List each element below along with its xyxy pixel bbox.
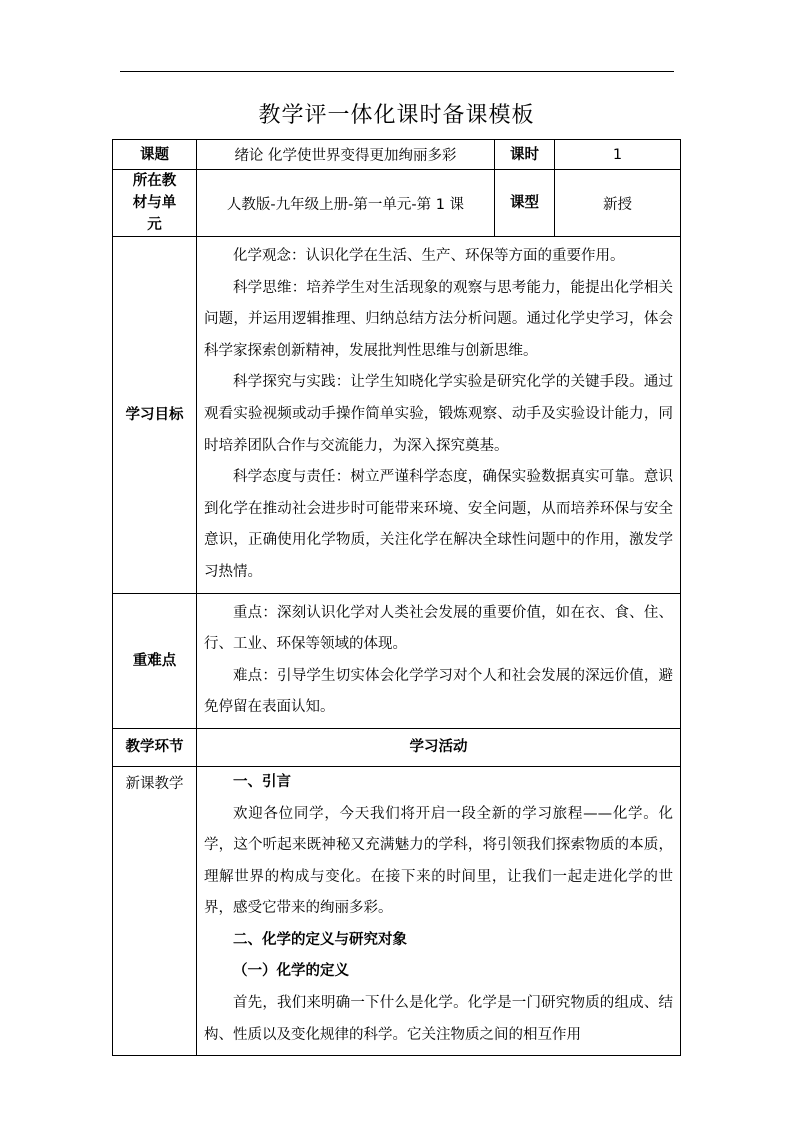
objectives-label: 学习目标 (113, 237, 197, 594)
objectives-row (113, 237, 681, 594)
objectives-content (197, 237, 681, 594)
objective-paragraph: 科学探究与实践：让学生知晓化学实验是研究化学的关键手段。通过观看实验视频或动手操作简单实验，锻炼观察、动手及实验设计能力，同时培养团队合作与交流能力，为深入探究奠基。 (204, 374, 673, 454)
objective-paragraph: 科学态度与责任：树立严谨科学态度，确保实验数据真实可靠。意识到化学在推动社会进步时可能带来环境、安全问题，从而培养环保与安全意识，正确使用化学物质，关注化学在解决全球性问题中的作用，激发学习热情。 (204, 469, 673, 580)
section-paragraph: 欢迎各位同学，今天我们将开启一段全新的学习旅程——化学。化学，这个听起来既神秘又充满魅力的学科，将引领我们探索物质的本质，理解世界的构成与变化。在接下来的时间里，让我们一起走进化学的世界，感受它带来的绚丽多彩。 (204, 805, 673, 917)
period-label: 课时 (495, 140, 555, 170)
topic-label: 课题 (113, 140, 197, 170)
stage-column-header: 教学环节 (113, 728, 197, 766)
key-points-row (113, 593, 681, 728)
type-label: 课型 (495, 170, 555, 237)
textbook-label: 所在教材与单元 (113, 170, 197, 237)
activities-header-row (113, 728, 681, 766)
activity-column-header: 学习活动 (197, 728, 681, 766)
lesson-row (113, 766, 681, 1055)
key-points-label: 重难点 (113, 593, 197, 728)
document-title: 教学评一体化课时备课模板 (258, 103, 535, 128)
objective-paragraph: 科学思维：培养学生对生活现象的观察与思考能力，能提出化学相关问题，并运用逻辑推理、归纳总结方法分析问题。通过化学史学习，体会科学家探索创新精神，发展批判性思维与创新思维。 (204, 279, 673, 359)
type-value: 新授 (555, 170, 681, 237)
objective-paragraph: 化学观念：认识化学在生活、生产、环保等方面的重要作用。 (233, 248, 625, 264)
key-points-content (197, 593, 681, 728)
section-heading: 一、引言 (233, 773, 291, 790)
section-paragraph: 首先，我们来明确一下什么是化学。化学是一门研究物质的组成、结构、性质以及变化规律的科学。它关注物质之间的相互作用 (204, 995, 673, 1043)
topic-row (113, 140, 681, 170)
header-rule (120, 71, 674, 72)
lesson-plan-table (112, 139, 681, 1056)
section-heading: 二、化学的定义与研究对象 (233, 931, 407, 948)
textbook-value: 人教版-九年级上册-第一单元-第 1 课 (197, 170, 495, 237)
period-value: 1 (555, 140, 681, 170)
textbook-row (113, 170, 681, 237)
topic-value: 绪论 化学使世界变得更加绚丽多彩 (197, 140, 495, 170)
subsection-heading: （一）化学的定义 (233, 963, 349, 980)
key-point-paragraph: 难点：引导学生切实体会化学学习对个人和社会发展的深远价值，避免停留在表面认知。 (204, 667, 673, 716)
key-point-paragraph: 重点：深刻认识化学对人类社会发展的重要价值，如在衣、食、住、行、工业、环保等领域的体现。 (204, 604, 673, 653)
lesson-content (197, 766, 681, 1055)
lesson-stage: 新课教学 (113, 766, 197, 1055)
